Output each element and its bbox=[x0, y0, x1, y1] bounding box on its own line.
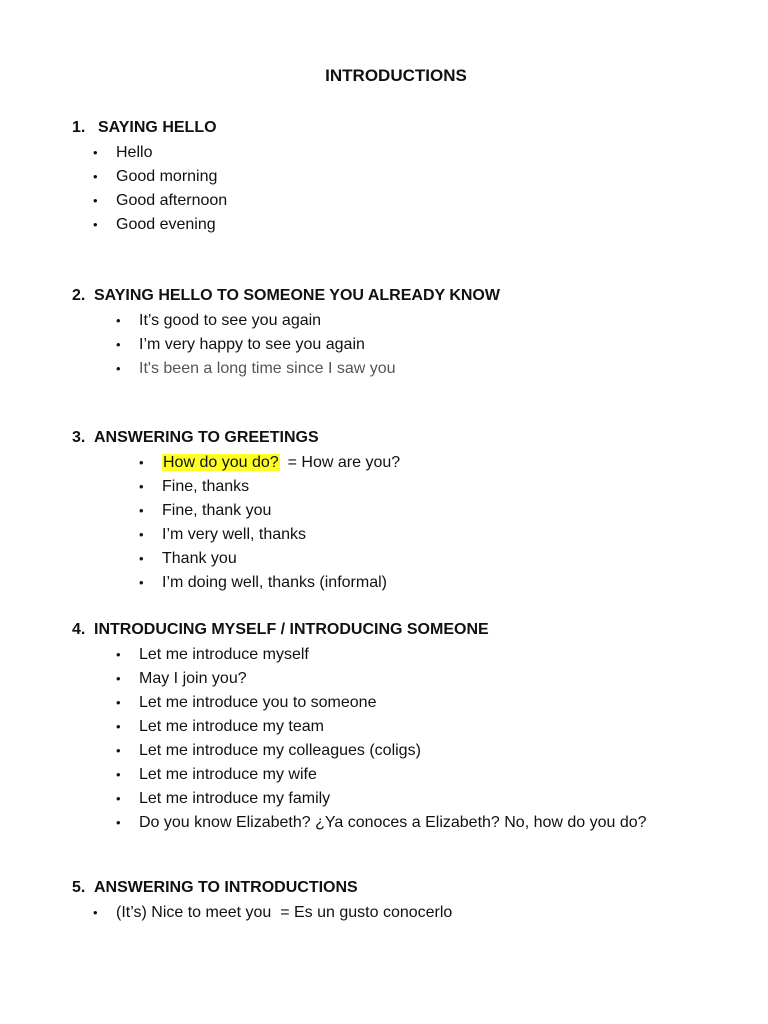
section-title: SAYING HELLO bbox=[98, 119, 217, 136]
section-title: INTRODUCING MYSELF / INTRODUCING SOMEONE bbox=[94, 621, 489, 638]
bullet-icon: • bbox=[116, 791, 121, 806]
bullet-icon: • bbox=[116, 719, 121, 734]
section-number: 2. bbox=[72, 287, 86, 304]
bullet-icon: • bbox=[116, 671, 121, 686]
bullet-icon: • bbox=[139, 479, 144, 494]
bullet-icon: • bbox=[93, 905, 98, 920]
bullet-icon: • bbox=[139, 455, 144, 470]
bullet-icon: • bbox=[116, 337, 121, 352]
section-heading-5 bbox=[72, 879, 358, 897]
section-title: ANSWERING TO INTRODUCTIONS bbox=[94, 879, 358, 896]
bullet-icon: • bbox=[93, 145, 98, 160]
bullet-icon: • bbox=[93, 193, 98, 208]
document-page: INTRODUCTIONS 1. SAYING HELLO • Hello • Good morning • Good afternoon • Good evening 2. SAYING HELLO TO SOMEONE YOU ALREADY KNOW • It’s good to see you again • I’m very happy to see you again • It's been a long time since I saw you 3. ANSWERING TO GREETINGS • How do you do? = How are you? • Fine, thanks • Fine, thank you • I’m very well, thanks • Thank you • I’m doing well, thanks (informal) 4. INTRODUCING MYSELF / INTRODUCING SOMEONE • Let me introduce myself • May I join you? • Let me introduce you to someone • Let me introduce my team • Let me introduce my colleagues (coligs) • Let me introduce my wife • Let me introduce my family • Do you know Elizabeth? ¿Ya conoces a Elizabeth? No, how do you do? 5. ANSWERING TO INTRODUCTIONS • (It’s) Nice to meet you = Es un gusto conocerlo bbox=[0, 0, 768, 1024]
bullet-icon: • bbox=[116, 743, 121, 758]
document-title: INTRODUCTIONS bbox=[325, 66, 467, 85]
bullet-icon: • bbox=[116, 647, 121, 662]
section-number: 3. bbox=[72, 429, 86, 446]
bullet-icon: • bbox=[139, 527, 144, 542]
section-title: SAYING HELLO TO SOMEONE YOU ALREADY KNOW bbox=[94, 287, 500, 304]
bullet-icon: • bbox=[116, 313, 121, 328]
section-heading-4 bbox=[72, 621, 489, 639]
highlighted-phrase: How do you do? bbox=[163, 454, 279, 471]
section-number: 4. bbox=[72, 621, 86, 638]
section-number: 1. bbox=[72, 119, 86, 136]
section-number: 5. bbox=[72, 879, 86, 896]
bullet-icon: • bbox=[93, 169, 98, 184]
bullet-icon: • bbox=[93, 217, 98, 232]
section-heading-2 bbox=[72, 287, 500, 305]
bullet-icon: • bbox=[139, 551, 144, 566]
bullet-icon: • bbox=[139, 575, 144, 590]
section-title: ANSWERING TO GREETINGS bbox=[94, 429, 319, 446]
section-heading-1 bbox=[72, 119, 217, 137]
bullet-icon: • bbox=[116, 815, 121, 830]
highlighted-rest: = How are you? bbox=[287, 454, 401, 471]
bullet-icon: • bbox=[116, 361, 121, 376]
section-heading-3 bbox=[72, 429, 319, 447]
bullet-icon: • bbox=[116, 695, 121, 710]
bullet-icon: • bbox=[116, 767, 121, 782]
bullet-icon: • bbox=[139, 503, 144, 518]
